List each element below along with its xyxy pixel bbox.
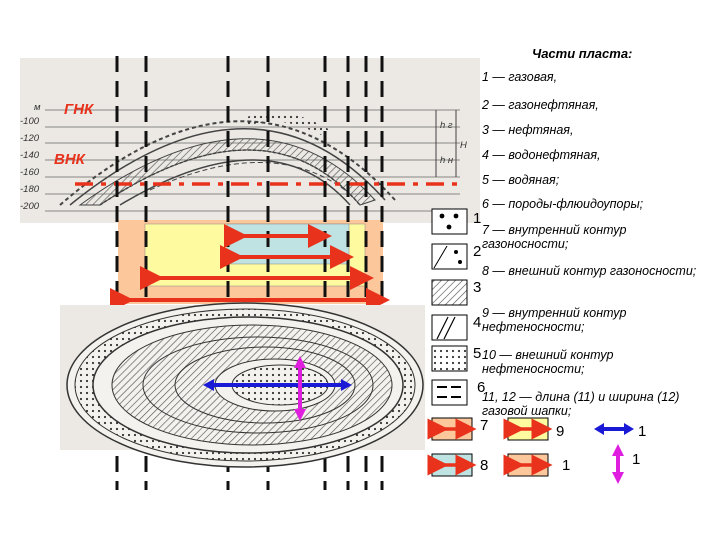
color-key-number-11: 1 (638, 423, 647, 440)
key-number-6: 6 (477, 379, 486, 396)
h-total-label: H (460, 140, 467, 151)
color-key-number-7: 7 (480, 417, 489, 434)
key-box-5 (432, 346, 467, 371)
key-number-3: 3 (473, 279, 482, 296)
key-box-3 (432, 280, 467, 305)
depth-160: -160 (20, 167, 40, 178)
legend-item-10: 10 — внешний контур нефтеносности; (482, 348, 614, 376)
depth-180: -180 (20, 184, 40, 195)
color-key-number-10: 1 (562, 457, 571, 474)
vnk-label: ВНК (54, 151, 85, 168)
key-number-5: 5 (473, 345, 482, 362)
h-oil-label: h н (440, 155, 454, 166)
depth-120: -120 (20, 133, 40, 144)
gnk-label: ГНК (64, 101, 94, 118)
key-number-4: 4 (473, 314, 482, 331)
depth-unit: м (34, 102, 41, 113)
depth-140: -140 (20, 150, 40, 161)
legend-item-2: 2 — газонефтяная, (482, 98, 599, 112)
h-gas-label: h г (440, 120, 453, 131)
legend-item-11: 11, 12 — длина (11) и ширина (12) газовой шапки; (482, 390, 680, 418)
legend-item-1: 1 — газовая, (482, 70, 558, 84)
depth-200: -200 (20, 201, 40, 212)
key-box-1 (432, 209, 467, 234)
legend-item-9: 9 — внутренний контур нефтеносности; (482, 306, 627, 334)
color-key-number-8: 8 (480, 457, 489, 474)
legend-title: Части пласта: (532, 46, 633, 61)
key-number-2: 2 (473, 243, 482, 260)
color-key-number-12: 1 (632, 451, 641, 468)
legend-item-5: 5 — водяная; (482, 173, 560, 187)
color-key-number-9: 9 (556, 423, 565, 440)
key-box-6 (432, 380, 467, 405)
legend-item-6: 6 — породы-флюидоупоры; (482, 197, 644, 211)
legend-item-7: 7 — внутренний контур газоносности; (482, 223, 627, 251)
color-keys (432, 418, 634, 484)
legend-item-8: 8 — внешний контур газоносности; (482, 264, 697, 278)
pattern-keys (432, 209, 467, 405)
legend-item-3: 3 — нефтяная, (482, 123, 574, 137)
key-number-1: 1 (473, 210, 482, 227)
legend-item-4: 4 — водонефтяная, (482, 148, 601, 162)
depth-100: -100 (20, 116, 40, 127)
key-box-2 (432, 244, 467, 269)
